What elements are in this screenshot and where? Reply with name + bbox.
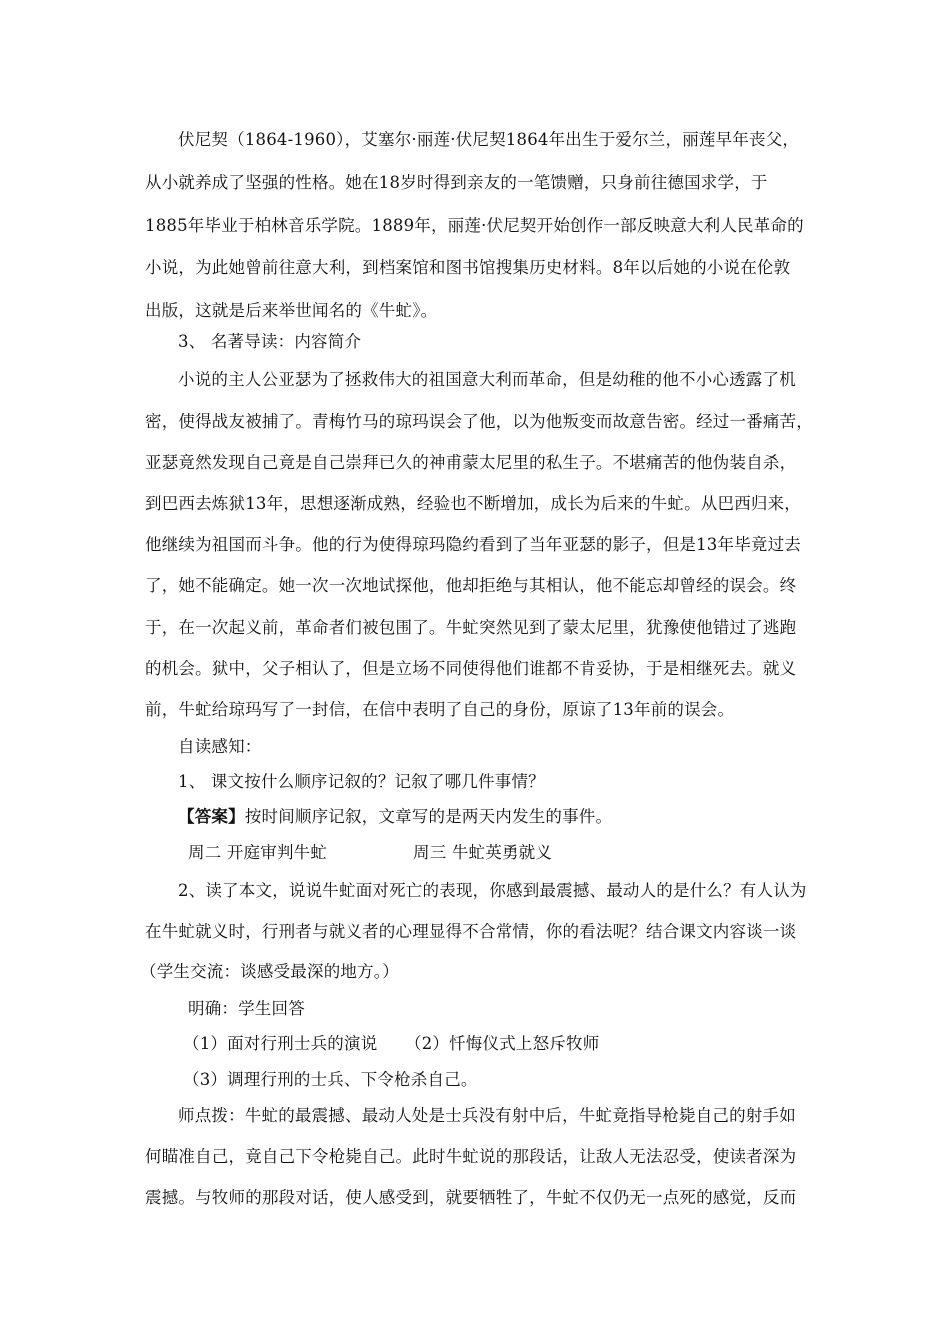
bio-line-3: 1885年毕业于柏林音乐学院。1889年，丽莲·伏尼契开始创作一部反映意大利人民革命的 [145,216,804,235]
question-2-line-2: 在牛虻就义时，行刑者与就义者的心理显得不合常情，你的看法呢？结合课文内容谈一谈 [145,922,797,941]
self-reading-heading: 自读感知： [178,737,262,756]
summary-line-6: 了，她不能确定。她一次一次地试探他，他却拒绝与其相认，他不能忘却曾经的误会。终 [145,576,797,595]
answer-text: 按时间顺序记叙，文章写的是两天内发生的事件。 [244,807,613,826]
answer-line [178,803,612,827]
bio-line-5: 出版，这就是后来举世闻名的《牛虻》。 [145,301,438,320]
question-1: 1、 课文按什么顺序记叙的？记叙了哪几件事情？ [178,772,545,791]
event-day2: 周三 牛虻英勇就义 [413,843,553,862]
summary-line-1: 小说的主人公亚瑟为了拯救伟大的祖国意大利而革命，但是幼稚的他不小心透露了机 [178,370,796,389]
summary-line-3: 亚瑟竟然发现自己竟是自己崇拜已久的神甫蒙太尼里的私生子。不堪痛苦的他伪装自杀， [145,453,797,472]
summary-line-8: 的机会。狱中，父子相认了，但是立场不同使得他们谁都不肯妥协，于是相继死去。就义 [145,659,797,678]
answer-tag: 【答案】 [178,807,245,826]
summary-line-7: 于，在一次起义前，革命者们被包围了。牛虻突然见到了蒙太尼里，犹豫使他错过了逃跑 [145,618,797,637]
teacher-line-3: 震撼。与牧师的那段对话，使人感受到，就要牺牲了，牛虻不仅仍无一点死的感觉，反而 [145,1188,797,1207]
point-3: （3）调理行刑的士兵、下令枪杀自己。 [183,1070,478,1089]
teacher-line-1: 师点拨：牛虻的最震撼、最动人处是士兵没有射中后，牛虻竟指导枪毙自己的射手如 [178,1106,796,1125]
point-2: （2）忏悔仪式上怒斥牧师 [405,1034,600,1053]
question-2-line-1: 2、读了本文，说说牛虻面对死亡的表现，你感到最震撼、最动人的是什么？有人认为 [178,881,807,900]
bio-line-1: 伏尼契（1864-1960），艾塞尔·丽莲·伏尼契1864年出生于爱尔兰，丽莲早年丧父， [178,130,800,149]
clarify-line: 明确：学生回答 [188,999,305,1018]
teacher-line-2: 何瞄准自己，竟自己下令枪毙自己。此时牛虻说的那段话，让敌人无法忍受，使读者深为 [145,1147,797,1166]
question-2-line-3: （学生交流：谈感受最深的地方。） [140,962,399,981]
summary-line-2: 密，使得战友被捕了。青梅竹马的琼玛误会了他，以为他叛变而故意告密。经过一番痛苦， [145,412,813,431]
section3-heading: 3、 名著导读：内容简介 [178,332,362,351]
summary-line-5: 他继续为祖国而斗争。他的行为使得琼玛隐约看到了当年亚瑟的影子，但是13年毕竟过去 [145,535,801,554]
bio-line-4: 小说，为此她曾前往意大利，到档案馆和图书馆搜集历史材料。8年以后她的小说在伦敦 [145,258,791,277]
event-day1: 周二 开庭审判牛虻 [188,843,328,862]
bio-line-2: 从小就养成了坚强的性格。她在18岁时得到亲友的一笔馈赠，只身前往德国求学，于 [145,173,768,192]
summary-line-4: 到巴西去炼狱13年，思想逐渐成熟，经验也不断增加，成长为后来的牛虻。从巴西归来， [145,494,801,513]
point-1: （1）面对行刑士兵的演说 [183,1034,378,1053]
summary-line-9: 前，牛虻给琼玛写了一封信，在信中表明了自己的身份，原谅了13年前的误会。 [145,700,735,719]
